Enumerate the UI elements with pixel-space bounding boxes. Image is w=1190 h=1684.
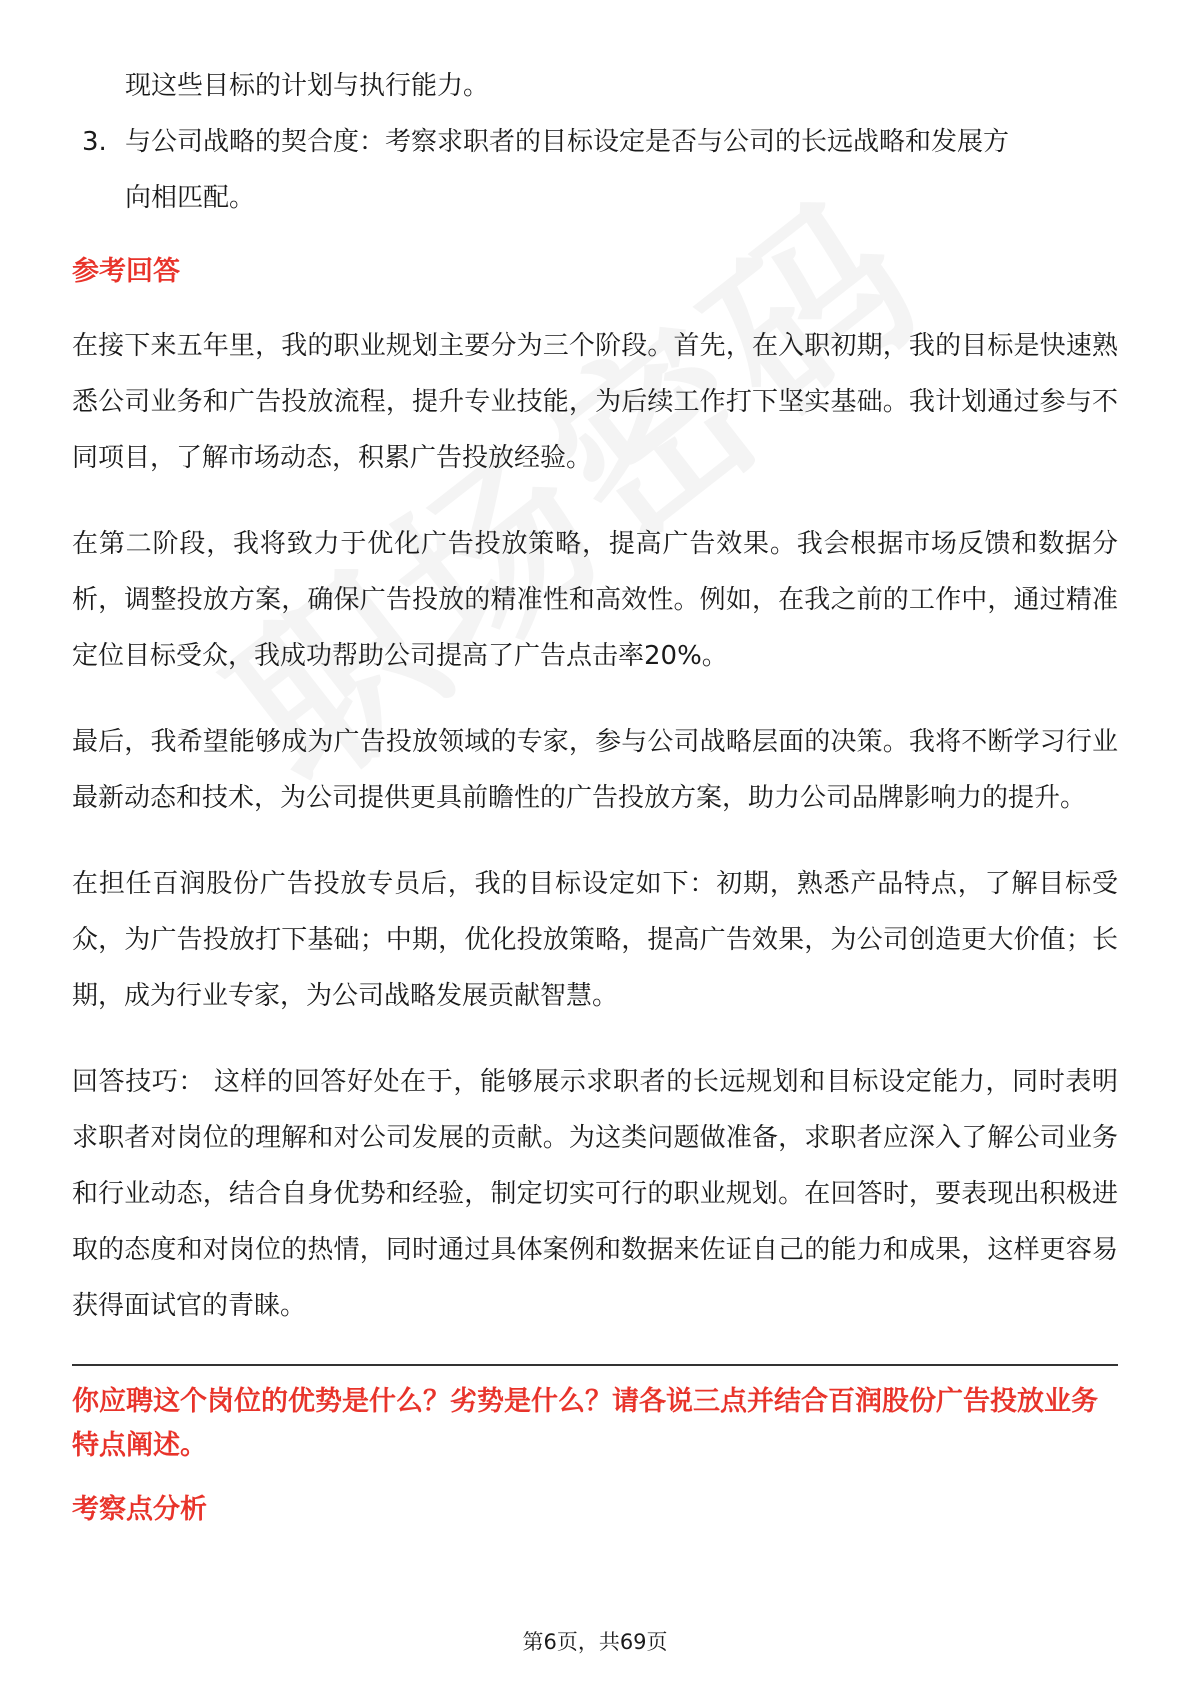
list-item-line1: 与公司战略的契合度：考察求职者的目标设定是否与公司的长远战略和发展方: [125, 127, 1010, 157]
next-question-heading: 你应聘这个岗位的优势是什么？劣势是什么？请各说三点并结合百润股份广告投放业务特点阐述。: [72, 1386, 1098, 1461]
page-footer: 第6页，共69页: [522, 1630, 668, 1654]
section-divider: [72, 1364, 1118, 1366]
page-content: [72, 58, 1118, 1530]
continuation-text: 现这些目标的计划与执行能力。: [125, 71, 490, 101]
list-item: [72, 114, 1118, 226]
analysis-heading: 考察点分析: [72, 1494, 207, 1525]
list-item-number: 3.: [82, 127, 107, 157]
list-item-line2: 向相匹配。: [125, 183, 256, 213]
reference-answer-heading: 参考回答: [72, 256, 180, 287]
criteria-list: [72, 114, 1118, 226]
answer-tips-paragraph: 回答技巧： 这样的回答好处在于，能够展示求职者的长远规划和目标设定能力，同时表明求职者对岗位的理解和对公司发展的贡献。为这类问题做准备，求职者应深入了解公司业务和行业动态，结合自身优势和经验，制定切实可行的职业规划。在回答时，要表现出积极进取的态度和对岗位的热情，同时通过具体案例和数据来佐证自己的能力和成果，这样更容易获得面试官的青睐。: [72, 1067, 1118, 1321]
paragraph: 在第二阶段，我将致力于优化广告投放策略，提高广告效果。我会根据市场反馈和数据分析，调整投放方案，确保广告投放的精准性和高效性。例如，在我之前的工作中，通过精准定位目标受众，我成功帮助公司提高了广告点击率20%。: [72, 529, 1118, 671]
paragraph: 在接下来五年里，我的职业规划主要分为三个阶段。首先，在入职初期，我的目标是快速熟悉公司业务和广告投放流程，提升专业技能，为后续工作打下坚实基础。我计划通过参与不同项目，了解市场动态，积累广告投放经验。: [72, 331, 1118, 473]
paragraph: 在担任百润股份广告投放专员后，我的目标设定如下：初期，熟悉产品特点，了解目标受众，为广告投放打下基础；中期，优化投放策略，提高广告效果，为公司创造更大价值；长期，成为行业专家，为公司战略发展贡献智慧。: [72, 869, 1118, 1011]
paragraph: 最后，我希望能够成为广告投放领域的专家，参与公司战略层面的决策。我将不断学习行业最新动态和技术，为公司提供更具前瞻性的广告投放方案，助力公司品牌影响力的提升。: [72, 727, 1118, 813]
